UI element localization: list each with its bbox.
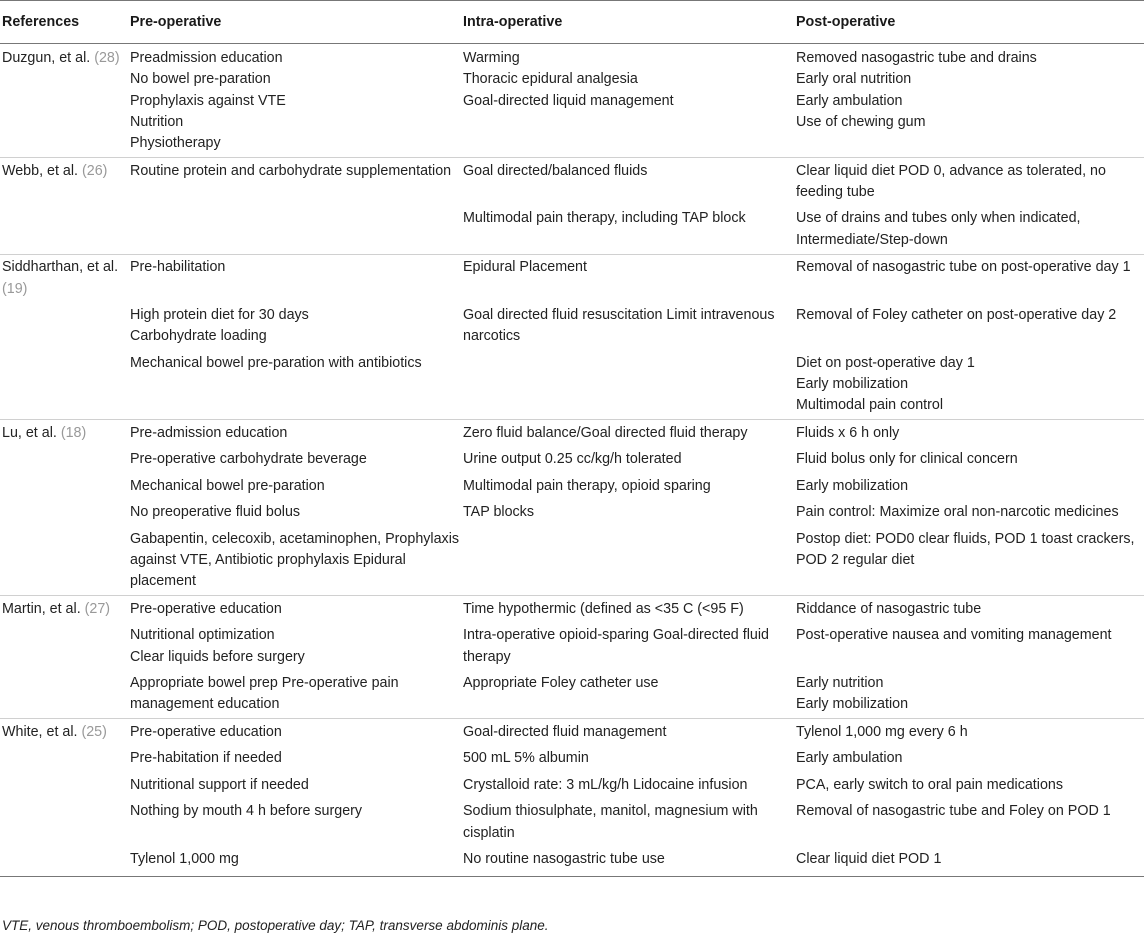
- cell-reference: [0, 746, 130, 772]
- cell-pre-operative: [130, 350, 463, 420]
- cell-pre-operative: [130, 447, 463, 473]
- cell-post-operative: [796, 746, 1144, 772]
- cell-line: TAP blocks: [463, 504, 534, 521]
- header-intra-operative: Intra-operative: [463, 1, 796, 44]
- cell-line: Clear liquids before surgery: [130, 648, 305, 665]
- reference-authors: Siddharthan, et al.: [2, 259, 119, 276]
- table-row: [0, 623, 1144, 671]
- cell-post-operative: [796, 254, 1144, 302]
- cell-intra-operative: [463, 473, 796, 499]
- cell-post-operative: [796, 420, 1144, 447]
- cell-line: Tylenol 1,000 mg every 6 h: [796, 723, 968, 740]
- cell-pre-operative: [130, 473, 463, 499]
- cell-line: Tylenol 1,000 mg: [130, 851, 239, 868]
- reference-text: [2, 161, 130, 182]
- cell-line: PCA, early switch to oral pain medications: [796, 776, 1063, 793]
- cell-line: Early ambulation: [796, 750, 903, 767]
- cell-post-operative: [796, 799, 1144, 847]
- cell-line: Early oral nutrition: [796, 71, 912, 88]
- cell-line: Riddance of nasogastric tube: [796, 600, 982, 617]
- reference-text: [2, 423, 130, 444]
- cell-line: Early ambulation: [796, 92, 903, 109]
- cell-intra-operative: [463, 671, 796, 719]
- cell-post-operative: [796, 596, 1144, 623]
- cell-pre-operative: [130, 772, 463, 798]
- cell-reference: [0, 420, 130, 447]
- cell-line: Sodium thiosulphate, manitol, magnesium with cisplatin: [463, 803, 758, 841]
- cell-line: Nutritional support if needed: [130, 776, 309, 793]
- cell-reference: [0, 473, 130, 499]
- cell-line: Post-operative nausea and vomiting management: [796, 627, 1112, 644]
- cell-line: Pre-habilitation: [130, 259, 226, 276]
- cell-line: Pre-operative carbohydrate beverage: [130, 451, 367, 468]
- cell-intra-operative: [463, 44, 796, 158]
- cell-reference: [0, 158, 130, 206]
- cell-line: Early mobilization: [796, 376, 909, 393]
- cell-line: Pre-admission education: [130, 424, 288, 441]
- cell-reference: [0, 254, 130, 302]
- table-row: [0, 746, 1144, 772]
- table-row: [0, 500, 1144, 526]
- reference-number-link[interactable]: (18): [60, 424, 87, 441]
- cell-post-operative: [796, 671, 1144, 719]
- cell-reference: [0, 350, 130, 420]
- cell-pre-operative: [130, 158, 463, 206]
- cell-line: Multimodal pain therapy, including TAP block: [463, 210, 746, 227]
- cell-pre-operative: [130, 596, 463, 623]
- cell-line: Pain control: Maximize oral non-narcotic medicines: [796, 504, 1119, 521]
- table-row: [0, 44, 1144, 158]
- cell-pre-operative: [130, 420, 463, 447]
- reference-text: [2, 257, 130, 300]
- reference-authors: Martin, et al.: [2, 600, 85, 617]
- cell-reference: [0, 719, 130, 746]
- cell-pre-operative: [130, 44, 463, 158]
- cell-intra-operative: [463, 420, 796, 447]
- cell-line: Urine output 0.25 cc/kg/h tolerated: [463, 451, 682, 468]
- cell-line: Use of drains and tubes only when indicated, Intermediate/Step-down: [796, 210, 1081, 248]
- table-row: [0, 473, 1144, 499]
- cell-line: Physiotherapy: [130, 135, 221, 152]
- reference-text: [2, 722, 130, 743]
- cell-line: Multimodal pain control: [796, 397, 944, 414]
- cell-line: Goal-directed liquid management: [463, 92, 674, 109]
- reference-text: [2, 48, 130, 69]
- cell-reference: [0, 596, 130, 623]
- cell-post-operative: [796, 526, 1144, 596]
- table-row: [0, 671, 1144, 719]
- cell-post-operative: [796, 473, 1144, 499]
- reference-authors: Duzgun, et al.: [2, 50, 95, 66]
- cell-post-operative: [796, 350, 1144, 420]
- reference-authors: Lu, et al.: [2, 424, 61, 441]
- cell-reference: [0, 526, 130, 596]
- cell-intra-operative: [463, 526, 796, 596]
- cell-reference: [0, 799, 130, 847]
- cell-post-operative: [796, 206, 1144, 254]
- cell-line: Epidural Placement: [463, 259, 587, 276]
- cell-intra-operative: [463, 254, 796, 302]
- cell-post-operative: [796, 719, 1144, 746]
- table-row: [0, 350, 1144, 420]
- cell-intra-operative: [463, 447, 796, 473]
- cell-line: Appropriate bowel prep Pre-operative pain management education: [130, 675, 399, 713]
- cell-pre-operative: [130, 206, 463, 254]
- cell-intra-operative: [463, 799, 796, 847]
- cell-line: Appropriate Foley catheter use: [463, 675, 659, 692]
- cell-post-operative: [796, 158, 1144, 206]
- cell-line: Time hypothermic (defined as <35 C (<95 F): [463, 600, 744, 617]
- reference-authors: Webb, et al.: [2, 162, 83, 179]
- cell-intra-operative: [463, 500, 796, 526]
- cell-line: Preadmission education: [130, 50, 283, 66]
- cell-reference: [0, 447, 130, 473]
- table-row: [0, 772, 1144, 798]
- cell-line: Intra-operative opioid-sparing Goal-directed fluid therapy: [463, 627, 769, 665]
- table-row: [0, 847, 1144, 877]
- cell-intra-operative: [463, 302, 796, 350]
- reference-number-link[interactable]: (19): [2, 280, 28, 297]
- cell-intra-operative: [463, 623, 796, 671]
- header-references: References: [0, 1, 130, 44]
- cell-line: Nutritional optimization: [130, 627, 275, 644]
- cell-line: Nutrition: [130, 113, 184, 130]
- cell-line: Goal directed/balanced fluids: [463, 162, 648, 179]
- table-footnote: VTE, venous thromboembolism; POD, postoperative day; TAP, transverse abdominis plane.: [2, 918, 549, 933]
- cell-reference: [0, 623, 130, 671]
- cell-pre-operative: [130, 671, 463, 719]
- cell-line: Multimodal pain therapy, opioid sparing: [463, 477, 711, 494]
- cell-pre-operative: [130, 302, 463, 350]
- table-row: [0, 447, 1144, 473]
- cell-line: Carbohydrate loading: [130, 328, 267, 345]
- cell-line: Mechanical bowel pre-paration with antibiotics: [130, 354, 422, 371]
- cell-line: Diet on post-operative day 1: [796, 354, 975, 371]
- cell-line: Fluids x 6 h only: [796, 424, 900, 441]
- cell-intra-operative: [463, 847, 796, 877]
- table-row: [0, 254, 1144, 302]
- cell-pre-operative: [130, 799, 463, 847]
- cell-line: Crystalloid rate: 3 mL/kg/h Lidocaine infusion: [463, 776, 748, 793]
- cell-reference: [0, 847, 130, 877]
- cell-post-operative: [796, 44, 1144, 158]
- cell-reference: [0, 772, 130, 798]
- cell-pre-operative: [130, 746, 463, 772]
- cell-pre-operative: [130, 254, 463, 302]
- cell-line: Goal-directed fluid management: [463, 723, 667, 740]
- cell-post-operative: [796, 772, 1144, 798]
- cell-line: Warming: [463, 50, 520, 66]
- cell-reference: [0, 302, 130, 350]
- cell-line: Pre-operative education: [130, 600, 282, 617]
- cell-post-operative: [796, 302, 1144, 350]
- cell-intra-operative: [463, 746, 796, 772]
- cell-line: Routine protein and carbohydrate supplementation: [130, 162, 452, 179]
- cell-reference: [0, 671, 130, 719]
- cell-line: Pre-habitation if needed: [130, 750, 282, 767]
- table-body: [0, 44, 1144, 877]
- header-post-operative: Post-operative: [796, 1, 1144, 44]
- cell-intra-operative: [463, 772, 796, 798]
- cell-intra-operative: [463, 158, 796, 206]
- cell-line: Early mobilization: [796, 477, 909, 494]
- cell-post-operative: [796, 847, 1144, 877]
- reference-number-link[interactable]: (28): [94, 50, 120, 66]
- cell-post-operative: [796, 500, 1144, 526]
- cell-pre-operative: [130, 847, 463, 877]
- table-row: [0, 420, 1144, 447]
- cell-line: 500 mL 5% albumin: [463, 750, 589, 767]
- table-row: [0, 526, 1144, 596]
- cell-reference: [0, 500, 130, 526]
- cell-line: Early nutrition: [796, 675, 884, 692]
- cell-line: Zero fluid balance/Goal directed fluid therapy: [463, 424, 748, 441]
- cell-line: Pre-operative education: [130, 723, 282, 740]
- cell-reference: [0, 206, 130, 254]
- table-row: [0, 206, 1144, 254]
- cell-pre-operative: [130, 526, 463, 596]
- cell-line: Removal of nasogastric tube on post-operative day 1: [796, 259, 1131, 276]
- cell-pre-operative: [130, 719, 463, 746]
- reference-text: [2, 599, 130, 620]
- cell-line: Use of chewing gum: [796, 113, 926, 130]
- cell-reference: [0, 44, 130, 158]
- reference-authors: White, et al.: [2, 723, 82, 740]
- cell-line: Fluid bolus only for clinical concern: [796, 451, 1018, 468]
- cell-line: Mechanical bowel pre-paration: [130, 477, 325, 494]
- cell-intra-operative: [463, 719, 796, 746]
- cell-line: Prophylaxis against VTE: [130, 92, 286, 109]
- table-row: [0, 158, 1144, 206]
- header-pre-operative: Pre-operative: [130, 1, 463, 44]
- table-row: [0, 596, 1144, 623]
- header-row: [0, 1, 1144, 44]
- cell-line: No preoperative fluid bolus: [130, 504, 301, 521]
- table-row: [0, 302, 1144, 350]
- table-row: [0, 799, 1144, 847]
- cell-line: Postop diet: POD0 clear fluids, POD 1 toast crackers, POD 2 regular diet: [796, 530, 1135, 569]
- cell-line: Clear liquid diet POD 0, advance as tolerated, no feeding tube: [796, 162, 1106, 200]
- cell-line: No bowel pre-paration: [130, 71, 271, 88]
- cell-line: Thoracic epidural analgesia: [463, 71, 638, 88]
- reference-number-link[interactable]: (26): [82, 162, 108, 179]
- cell-intra-operative: [463, 350, 796, 420]
- cell-line: Clear liquid diet POD 1: [796, 851, 942, 868]
- cell-post-operative: [796, 623, 1144, 671]
- cell-line: Removed nasogastric tube and drains: [796, 50, 1037, 66]
- cell-line: Nothing by mouth 4 h before surgery: [130, 803, 363, 820]
- reference-number-link[interactable]: (27): [84, 600, 111, 617]
- cell-intra-operative: [463, 206, 796, 254]
- cell-line: Removal of Foley catheter on post-operative day 2: [796, 307, 1117, 324]
- cell-post-operative: [796, 447, 1144, 473]
- cell-pre-operative: [130, 500, 463, 526]
- cell-line: Goal directed fluid resuscitation Limit intravenous narcotics: [463, 307, 775, 345]
- table-row: [0, 719, 1144, 746]
- cell-line: Gabapentin, celecoxib, acetaminophen, Prophylaxis against VTE, Antibiotic prophylaxis Epidural placement: [130, 530, 460, 590]
- cell-intra-operative: [463, 596, 796, 623]
- cell-line: Removal of nasogastric tube and Foley on POD 1: [796, 803, 1111, 820]
- reference-number-link[interactable]: (25): [81, 723, 107, 740]
- cell-line: High protein diet for 30 days: [130, 307, 309, 324]
- cell-line: No routine nasogastric tube use: [463, 851, 665, 868]
- cell-pre-operative: [130, 623, 463, 671]
- cell-line: Early mobilization: [796, 696, 909, 713]
